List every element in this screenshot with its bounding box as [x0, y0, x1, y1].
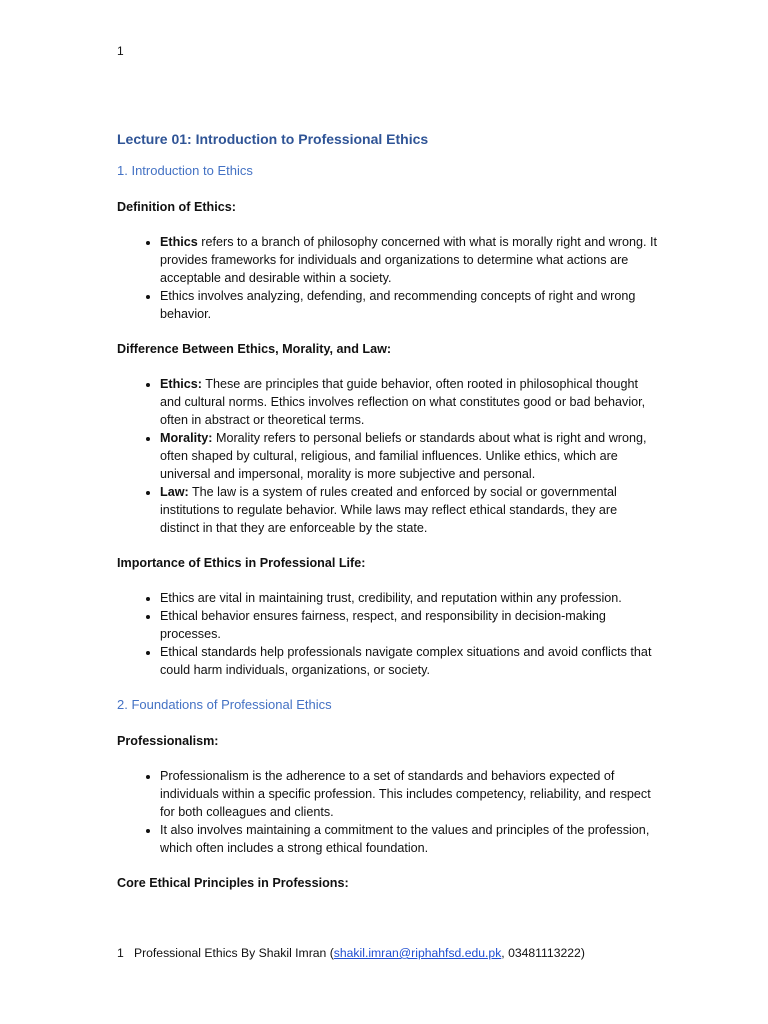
difference-heading: Difference Between Ethics, Morality, and Law:: [117, 342, 392, 356]
list-item: • Ethical behavior ensures fairness, respect, and responsibility in decision-making processes.: [160, 607, 657, 643]
professionalism-list: [117, 767, 657, 857]
list-item: • It also involves maintaining a commitment to the values and principles of the profession, which often includes a strong ethical foundation.: [160, 821, 657, 857]
section-heading-2: 2. Foundations of Professional Ethics: [117, 697, 332, 712]
importance-heading: Importance of Ethics in Professional Life:: [117, 556, 366, 570]
professionalism-heading: Professionalism:: [117, 734, 219, 748]
footnote-number: 1: [117, 946, 124, 960]
footer-text: Professional Ethics By Shakil Imran (: [133, 946, 334, 960]
difference-list: [117, 375, 657, 537]
list-item: • Morality: Morality refers to personal beliefs or standards about what is right and wrong, often shaped by cultural, religious, and familial influences. Unlike ethics, which are universal and impersonal, morality is more subjective and personal.: [160, 429, 657, 483]
list-item: • Ethics involves analyzing, defending, and recommending concepts of right and wrong behavior.: [160, 287, 657, 323]
document-body: [117, 130, 657, 909]
list-item: • Law: The law is a system of rules created and enforced by social or governmental institutions to regulate behavior. While laws may reflect ethical standards, they are distinct in that they are enforceable by the state.: [160, 483, 657, 537]
definition-list: [117, 233, 657, 323]
list-item: • Ethics are vital in maintaining trust, credibility, and reputation within any profession.: [160, 589, 657, 607]
list-item: • Ethical standards help professionals navigate complex situations and avoid conflicts that could harm individuals, organizations, or society.: [160, 643, 657, 679]
importance-list: [117, 589, 657, 679]
email-link[interactable]: shakil.imran@riphahfsd.edu.pk: [333, 946, 502, 960]
page-footer: [117, 946, 585, 960]
core-principles-heading: Core Ethical Principles in Professions:: [117, 876, 349, 890]
section-heading-1: 1. Introduction to Ethics: [117, 163, 253, 178]
page-number: 1: [117, 44, 124, 58]
footer-phone: , 03481113222): [501, 946, 585, 960]
list-item: • Ethics: These are principles that guide behavior, often rooted in philosophical thought and cultural norms. Ethics involves reflection on what constitutes good or bad behavior, often in abstract or theoretical terms.: [160, 375, 657, 429]
list-item: • Professionalism is the adherence to a set of standards and behaviors expected of individuals within a specific profession. This includes competency, reliability, and respect for both colleagues and clients.: [160, 767, 657, 821]
definition-heading: Definition of Ethics:: [117, 200, 236, 214]
list-item: • Ethics refers to a branch of philosophy concerned with what is morally right and wrong. It provides frameworks for individuals and organizations to determine what actions are acceptable and desirable within a society.: [160, 233, 657, 287]
lecture-title: Lecture 01: Introduction to Professional Ethics: [117, 131, 429, 147]
